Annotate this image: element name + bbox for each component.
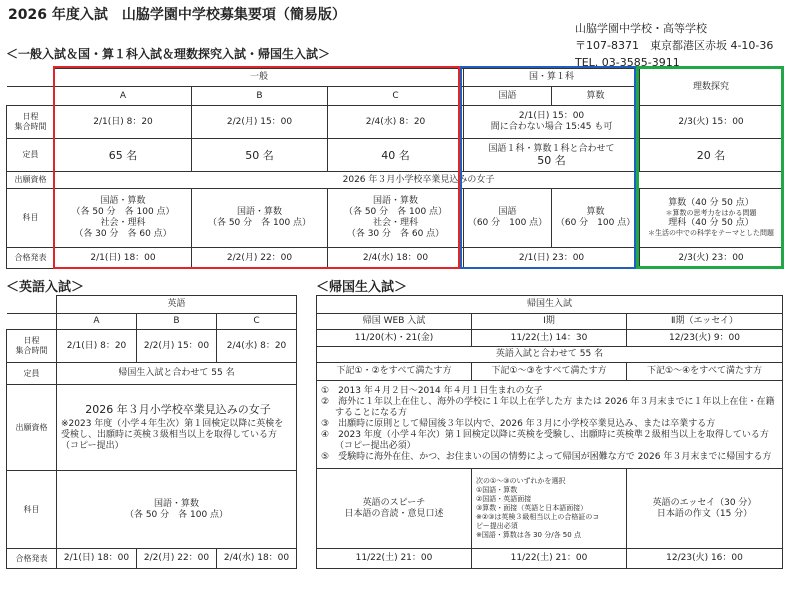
kikoku-elig-line: ① 2013 年４月２日〜2014 年４月１日生まれの女子	[321, 386, 543, 396]
eigo-result-b: 2/2(月) 22：00	[137, 549, 217, 569]
eigo-row-label-result: 合格発表	[7, 549, 57, 569]
subject-line: ②国語・英語面接	[476, 495, 532, 503]
kikoku-req-2: 下記①〜④をすべて満たす方	[627, 363, 783, 381]
result-c: 2/4(水) 18：00	[328, 248, 464, 269]
eigo-group: 英語	[57, 296, 297, 314]
subject-line: （各 30 分 各 60 点）	[346, 229, 445, 239]
kikoku-schedule-1: 11/22(土) 14：30	[472, 330, 627, 347]
kikoku-elig-line: （コピー提出必須）	[335, 441, 416, 451]
kikoku-elig-line: ③ 出願時に原則として帰国後３年以内で、2026 年３月に小学校卒業見込み、または卒業する方	[321, 419, 716, 429]
schedule-kokusan-note: 間に合わない場合 15:45 も可	[490, 122, 613, 132]
kikoku-elig-line: ④ 2023 年度（小学４年次）第１回検定以降に英検を受験し、出願時に英検準２級相当以上を取得している方	[321, 430, 769, 440]
subjects-a	[55, 189, 192, 248]
kikoku-col-2: Ⅱ期（エッセイ）	[627, 314, 783, 330]
eigo-row-label-eligibility: 出願資格	[7, 385, 57, 471]
kikoku-req-web: 下記①・②をすべて満たす方	[317, 363, 472, 381]
kikoku-elig-line: ⑤ 受験時に海外在住、かつ、お住まいの国の情勢によって帰国が困難な方で 2026 年３月末までに帰国する方	[321, 452, 772, 462]
kikoku-exam-table	[316, 295, 783, 569]
subject-line: 算数（40 分 50 点）	[668, 198, 754, 208]
subjects-risu	[640, 189, 783, 248]
eigo-elig-line: ※2023 年度（小学４年生次）第１回検定以降に英検を	[61, 418, 284, 429]
main-exam-table	[6, 68, 783, 269]
kikoku-schedule-web: 11/20(木)・21(金)	[317, 330, 472, 347]
kikoku-subjects-web	[317, 469, 472, 549]
eigo-col-a: A	[57, 314, 137, 330]
eigo-row-label-subjects: 科目	[7, 471, 57, 549]
col-c: C	[328, 87, 464, 106]
kikoku-col-1: Ⅰ期	[472, 314, 627, 330]
eigo-col-b: B	[137, 314, 217, 330]
subjects-b	[192, 189, 328, 248]
corner-cell	[7, 296, 57, 314]
result-a: 2/1(日) 18：00	[55, 248, 192, 269]
capacity-kokusan-note: 国語１科・算数１科と合わせて	[488, 144, 615, 154]
schedule-b: 2/2(月) 15：00	[192, 106, 328, 139]
eigo-row-label-capacity: 定員	[7, 363, 57, 385]
subject-line: 次の①〜③のいずれかを選択	[476, 477, 566, 485]
capacity-b: 50 名	[192, 139, 328, 172]
subjects-kokugo	[464, 189, 552, 248]
eigo-elig-line: （コピー提出）	[61, 440, 124, 451]
group-risu: 理数探究	[640, 69, 783, 106]
subject-line: （各 50 分 各 100 点）	[71, 207, 175, 217]
subject-line: 英語のスピーチ	[362, 497, 426, 508]
eigo-col-c: C	[217, 314, 297, 330]
subject-line: 日本語の音読・意見口述	[344, 508, 444, 519]
kikoku-result-1: 11/22(土) 21：00	[472, 549, 627, 569]
subject-line: （各 50 分 各 100 点）	[343, 207, 448, 217]
subject-line: （各 50 分 各 100 点）	[207, 218, 312, 228]
school-name: 山脇学園中学校・高等学校	[575, 22, 707, 35]
kikoku-col-web: 帰国 WEB 入試	[317, 314, 472, 330]
schedule-c: 2/4(水) 8：20	[328, 106, 464, 139]
schedule-kokusan-time: 2/1(日) 15：00	[518, 111, 585, 121]
schedule-risu: 2/3(火) 15：00	[640, 106, 783, 139]
subject-line: ①国語・算数	[476, 486, 518, 494]
group-ippan: 一般	[55, 69, 464, 87]
capacity-risu: 20 名	[640, 139, 783, 172]
page-subtitle: ＜一般入試＆国・算１科入試＆理数探究入試・帰国生入試＞	[6, 47, 331, 61]
corner-cell	[7, 69, 55, 87]
row-label-subjects: 科目	[7, 189, 55, 248]
subject-line: （各 50 分 各 100 点）	[124, 509, 229, 520]
subject-line: 社会・理科	[100, 218, 146, 228]
eigo-subjects	[57, 471, 297, 549]
kikoku-capacity: 英語入試と合わせて 55 名	[317, 347, 783, 363]
col-kokugo: 国語	[464, 87, 552, 106]
col-b: B	[192, 87, 328, 106]
eigo-schedule-a: 2/1(日) 8：20	[57, 330, 137, 363]
eigo-eligibility	[57, 385, 297, 471]
group-kokusan: 国・算１科	[464, 69, 640, 87]
eigo-section-title: ＜英語入試＞	[6, 280, 85, 295]
eigo-schedule-c: 2/4(水) 8：20	[217, 330, 297, 363]
schedule-a: 2/1(日) 8：20	[55, 106, 192, 139]
kikoku-elig-line: することになる方	[335, 408, 408, 418]
subject-line: （各 30 分 各 60 点）	[74, 229, 172, 239]
eigo-elig-line: 2026 年３月小学校卒業見込みの女子	[85, 402, 271, 416]
schedule-kokusan	[464, 106, 640, 139]
kikoku-eligibility	[317, 381, 783, 469]
col-sansu: 算数	[552, 87, 640, 106]
eigo-result-c: 2/4(水) 18：00	[217, 549, 297, 569]
page-title: 2026 年度入試 山脇学園中学校募集要項（簡易版）	[8, 7, 346, 23]
eligibility: 2026 年３月小学校卒業見込みの女子	[55, 172, 783, 189]
row-label-capacity: 定員	[7, 139, 55, 172]
subjects-sansu	[552, 189, 640, 248]
row-sublabel: 集合時間	[14, 122, 47, 131]
subject-line: ③算数・面接（英語と日本語面接）	[476, 504, 588, 512]
eigo-elig-line: 受検し、出願時に英検３級相当以上を取得している方	[61, 429, 278, 440]
row-label-schedule	[7, 106, 55, 139]
school-address: 〒107-8371 東京都港区赤坂 4-10-36	[575, 39, 774, 52]
subject-line: 日本語の作文（15 分）	[656, 508, 753, 519]
subject-line: 国語	[498, 207, 517, 217]
subject-line: （60 分 100 点）	[555, 218, 636, 228]
eigo-schedule-b: 2/2(月) 15：00	[137, 330, 217, 363]
eigo-result-a: 2/1(日) 18：00	[57, 549, 137, 569]
capacity-kokusan-value: 50 名	[537, 154, 566, 167]
result-kokusan: 2/1(日) 23：00	[464, 248, 640, 269]
col-a: A	[55, 87, 192, 106]
subject-line: 国語・算数	[100, 196, 146, 206]
capacity-a: 65 名	[55, 139, 192, 172]
subject-line: 理科（40 分 50 点）	[668, 218, 754, 228]
subject-line: ピー提出必須	[476, 522, 518, 530]
eigo-row-label-schedule	[7, 330, 57, 363]
subject-line: 国語・算数	[236, 207, 282, 217]
corner-cell	[7, 87, 55, 106]
school-tel: TEL. 03-3585-3911	[575, 56, 680, 69]
row-label: 日程	[23, 336, 40, 345]
row-label-result: 合格発表	[7, 248, 55, 269]
corner-cell	[7, 314, 57, 330]
row-label-eligibility: 出願資格	[7, 172, 55, 189]
kikoku-subjects-2	[627, 469, 783, 549]
subject-line: 国語・算数	[154, 498, 200, 509]
kikoku-group: 帰国生入試	[317, 296, 783, 314]
capacity-kokusan	[464, 139, 640, 172]
subject-line: 算数	[586, 207, 605, 217]
kikoku-req-1: 下記①〜③をすべて満たす方	[472, 363, 627, 381]
subject-line: ※②③は英検３級相当以上の合格証のコ	[476, 513, 600, 521]
row-sublabel: 集合時間	[15, 346, 48, 355]
kikoku-schedule-2: 12/23(火) 9：00	[627, 330, 783, 347]
kikoku-elig-line: ② 海外に１年以上在住し、海外の学校に１年以上在学した方 または 2026 年３月末までに１年以上在住・在籍	[321, 397, 775, 407]
subject-line: （60 分 100 点）	[467, 218, 548, 228]
capacity-c: 40 名	[328, 139, 464, 172]
eigo-capacity: 帰国生入試と合わせて 55 名	[57, 363, 297, 385]
school-info	[575, 20, 773, 71]
row-label: 日程	[22, 112, 39, 121]
kikoku-subjects-1	[472, 469, 627, 549]
result-risu: 2/3(火) 23：00	[640, 248, 783, 269]
eigo-exam-table	[6, 295, 297, 569]
kikoku-result-2: 12/23(火) 16：00	[627, 549, 783, 569]
subject-note: ＊生活の中での科学をテーマとした問題	[648, 229, 775, 237]
subjects-c	[328, 189, 464, 248]
result-b: 2/2(月) 22：00	[192, 248, 328, 269]
subject-line: ※国語・算数は各 30 分/各 50 点	[476, 531, 581, 539]
kikoku-section-title: ＜帰国生入試＞	[316, 280, 408, 295]
subject-note: ＊算数の思考力をはかる問題	[665, 209, 757, 217]
kikoku-result-web: 11/22(土) 21：00	[317, 549, 472, 569]
subject-line: 国語・算数	[373, 196, 419, 206]
subject-line: 英語のエッセイ（30 分）	[652, 497, 757, 508]
subject-line: 社会・理科	[373, 218, 419, 228]
